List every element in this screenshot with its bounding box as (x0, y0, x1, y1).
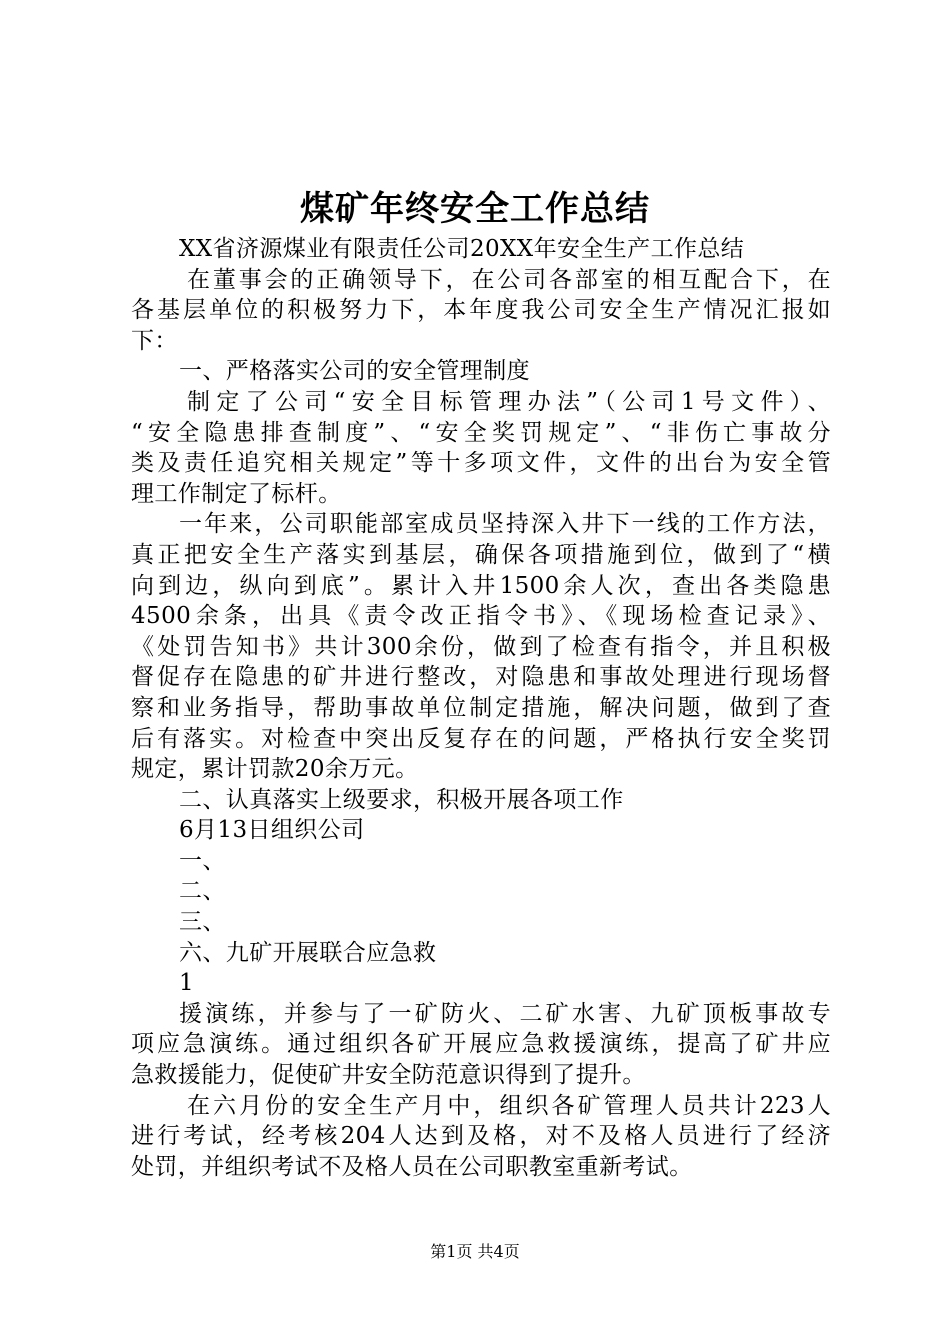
body-line: 真正把安全生产落实到基层，确保各项措施到位，做到了“横 (131, 541, 831, 568)
body-line: 下： (131, 327, 178, 354)
body-line: 一年来，公司职能部室成员坚持深入井下一线的工作方法， (179, 511, 831, 538)
body-line: 6月13日组织公司 (179, 817, 365, 844)
body-line: 类及责任追究相关规定”等十多项文件，文件的出台为安全管 (131, 450, 831, 477)
page-footer: 第1页 共4页 (430, 1242, 520, 1261)
body-line: 二、认真落实上级要求，积极开展各项工作 (179, 786, 624, 813)
body-line: 进行考试，经考核204人达到及格，对不及格人员进行了经济 (131, 1123, 831, 1150)
body-line: “安全隐患排查制度”、“安全奖罚规定”、“非伤亡事故分 (131, 419, 831, 446)
body-line: XX省济源煤业有限责任公司20XX年安全生产工作总结 (179, 236, 745, 262)
body-line: 一、严格落实公司的安全管理制度 (179, 358, 530, 385)
body-line: 各基层单位的积极努力下，本年度我公司安全生产情况汇报如 (131, 297, 831, 324)
body-line: 4500余条，出具《责令改正指令书》、《现场检查记录》、 (131, 603, 831, 630)
body-line: 二、 (179, 878, 226, 905)
body-line: 项应急演练。通过组织各矿开展应急救援演练，提高了矿井应 (131, 1031, 831, 1058)
body-line: 向到边，纵向到底”。累计入井1500余人次，查出各类隐患 (131, 572, 831, 599)
body-line: 援演练，并参与了一矿防火、二矿水害、九矿顶板事故专 (179, 1000, 831, 1027)
body-line: 1 (179, 970, 195, 997)
body-line: 六、九矿开展联合应急救 (179, 939, 437, 966)
body-line: 规定，累计罚款20余万元。 (131, 756, 419, 783)
body-line: 在董事会的正确领导下，在公司各部室的相互配合下，在 (187, 266, 831, 293)
body-line: 处罚，并组织考试不及格人员在公司职教室重新考试。 (131, 1153, 693, 1180)
body-line: 理工作制定了标杆。 (131, 480, 342, 507)
document-title: 煤矿年终安全工作总结 (300, 189, 650, 229)
body-line: 察和业务指导，帮助事故单位制定措施，解决问题，做到了查 (131, 694, 831, 721)
document-body (131, 234, 831, 1182)
body-line: 《处罚告知书》共计300余份，做到了检查有指令，并且积极 (131, 633, 831, 660)
body-line: 一、 (179, 847, 226, 874)
body-line: 制定了公司“安全目标管理办法”（公司1号文件）、 (187, 388, 831, 415)
body-line: 急救援能力，促使矿井安全防范意识得到了提升。 (131, 1062, 646, 1089)
body-line: 后有落实。对检查中突出反复存在的问题，严格执行安全奖罚 (131, 725, 831, 752)
body-line: 三、 (179, 909, 226, 936)
body-line: 督促存在隐患的矿井进行整改，对隐患和事故处理进行现场督 (131, 664, 831, 691)
body-line: 在六月份的安全生产月中，组织各矿管理人员共计223人 (187, 1092, 831, 1119)
